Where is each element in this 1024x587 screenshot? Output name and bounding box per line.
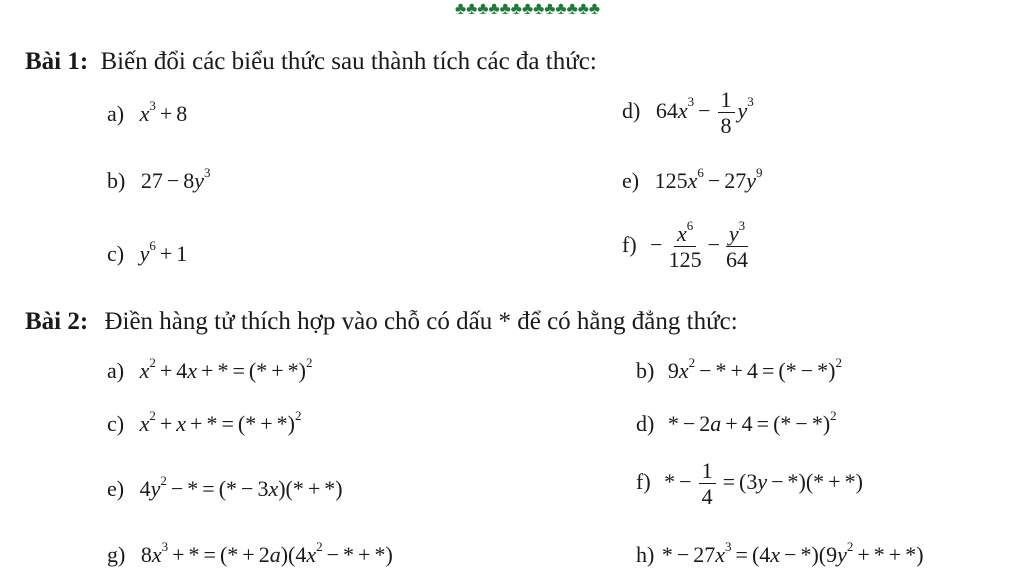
- math-expression: $64x^3$ − $\frac{1}{8}$ $y^3$: [655, 87, 754, 139]
- exercise-1-instruction: Biến đổi các biểu thức sau thành tích các đa thức:: [100, 48, 597, 75]
- exercise-2-item-c: [107, 409, 301, 439]
- math-expression: * − $27x^3 = (4x - *)(9y^2$ + * + *): [661, 538, 924, 567]
- math-expression: $x^2 + x$ + * = (* + *)$^2$: [139, 407, 302, 436]
- item-tag: e): [107, 476, 125, 501]
- math-expression: $8x^3$ + * = (* + $2a)(4x^2$ − * + *): [140, 538, 393, 567]
- item-tag: a): [107, 101, 125, 126]
- math-expression: $x^2 + 4x$ + * = (* + *)$^2$: [139, 354, 313, 383]
- exercise-2-item-a: [107, 356, 312, 386]
- exercise-1-item-b: [107, 166, 211, 196]
- item-tag: d): [622, 97, 641, 123]
- math-expression: $27 - 8y^3$: [140, 164, 211, 193]
- exercise-1-item-e: [622, 166, 763, 196]
- exercise-2-item-d: [636, 409, 837, 439]
- exercise-1-item-f: [622, 217, 754, 273]
- item-tag: g): [107, 542, 126, 567]
- math-expression: $125x^6 - 27y^9$: [654, 164, 763, 193]
- exercise-1-heading: [25, 47, 597, 77]
- exercise-2-item-g: [107, 540, 393, 570]
- exercise-1-item-c: [107, 239, 187, 269]
- item-tag: h): [636, 542, 655, 567]
- item-tag: f): [622, 231, 637, 257]
- decorative-clover-row: ♣♣♣♣♣♣♣♣♣♣♣♣♣: [455, 0, 601, 18]
- math-expression: $y^6 + 1$: [139, 237, 188, 266]
- exercise-1-label: Bài 1:: [25, 48, 89, 75]
- item-tag: d): [636, 411, 655, 436]
- math-expression: $4y^2$ − * = (* − 3x)(* + *): [139, 472, 343, 501]
- exercise-1-item-a: [107, 99, 187, 129]
- exercise-2-item-b: [636, 356, 842, 386]
- item-tag: b): [107, 168, 126, 193]
- item-tag: b): [636, 358, 655, 383]
- math-expression: * − $\frac{1}{4}$ = (3y − *)(* + *): [664, 458, 863, 510]
- math-expression: $9x^2$ − * + 4 = (* − *)$^2$: [667, 354, 842, 383]
- item-tag: a): [107, 358, 125, 383]
- item-tag: e): [622, 168, 640, 193]
- exercise-1-item-d: [622, 88, 754, 137]
- exercise-2-item-h: [636, 540, 924, 570]
- exercise-2-item-f: [636, 459, 863, 508]
- item-tag: f): [636, 468, 651, 494]
- exercise-2-label: Bài 2:: [25, 308, 89, 335]
- item-tag: c): [107, 411, 125, 436]
- item-tag: c): [107, 241, 125, 266]
- exercise-2-heading: [25, 307, 738, 337]
- math-expression: $x^3 + 8$: [139, 97, 188, 126]
- math-expression: * − 2a + 4 = (* − *)$^2$: [667, 407, 837, 436]
- exercise-2-instruction: Điền hàng tử thích hợp vào chỗ có dấu * để có hằng đẳng thức:: [104, 308, 738, 335]
- math-expression: − $\frac{x^6}{125}$ − $\frac{y^3}{64}$: [650, 217, 748, 273]
- exercise-2-item-e: [107, 474, 343, 504]
